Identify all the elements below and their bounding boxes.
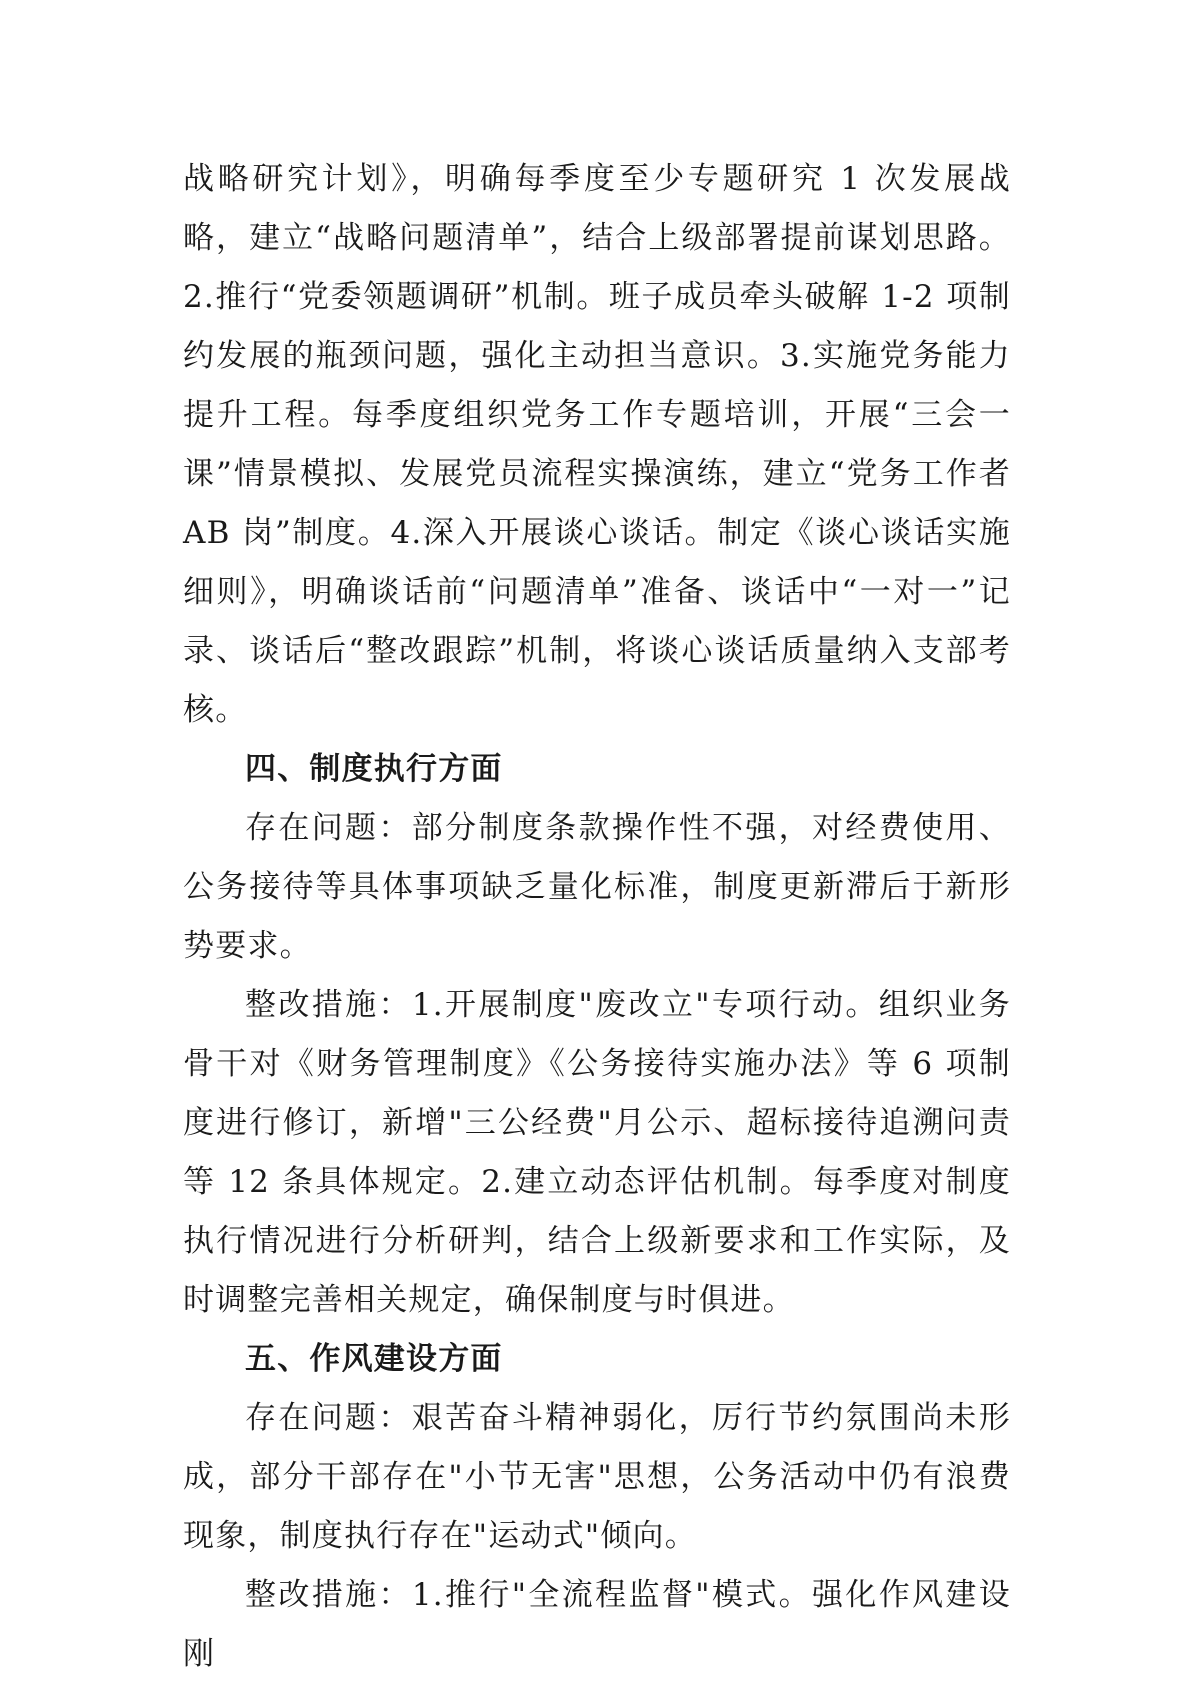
section-heading-work-style: 五、作风建设方面 (245, 1341, 503, 1377)
document-body (183, 150, 1011, 1684)
paragraph-party-building-measures: 战略研究计划》，明确每季度至少专题研究 1 次发展战略，建立“战略问题清单”，结合上级部署提前谋划思路。2.推行“党委领题调研”机制。班子成员牵头破解 1-2 项制约发展的瓶颈问题，强化主动担当意识。3.实施党务能力提升工程。每季度组织党务工作专题培训，开展“三会一课”情景模拟、发展党员流程实操演练，建立“党务工作者 AB 岗”制度。4.深入开展谈心谈话。制定《谈心谈话实施细则》，明确谈话前“问题清单”准备、谈话中“一对一”记录、谈话后“整改跟踪”机制，将谈心谈话质量纳入支部考核。 (183, 161, 1011, 728)
paragraph-work-style-measures: 整改措施：1.推行"全流程监督"模式。强化作风建设刚 (183, 1577, 1011, 1672)
paragraph-institution-measures: 整改措施：1.开展制度"废改立"专项行动。组织业务骨干对《财务管理制度》《公务接待实施办法》等 6 项制度进行修订，新增"三公经费"月公示、超标接待追溯问责等 12 条具体规定。2.建立动态评估机制。每季度对制度执行情况进行分析研判，结合上级新要求和工作实际，及时调整完善相关规定，确保制度与时俱进。 (183, 987, 1011, 1318)
paragraph-work-style-problems: 存在问题：艰苦奋斗精神弱化，厉行节约氛围尚未形成，部分干部存在"小节无害"思想，公务活动中仍有浪费现象，制度执行存在"运动式"倾向。 (183, 1400, 1011, 1554)
section-heading-institution-execution: 四、制度执行方面 (245, 751, 503, 787)
paragraph-institution-problems: 存在问题：部分制度条款操作性不强，对经费使用、公务接待等具体事项缺乏量化标准，制度更新滞后于新形势要求。 (183, 810, 1011, 964)
